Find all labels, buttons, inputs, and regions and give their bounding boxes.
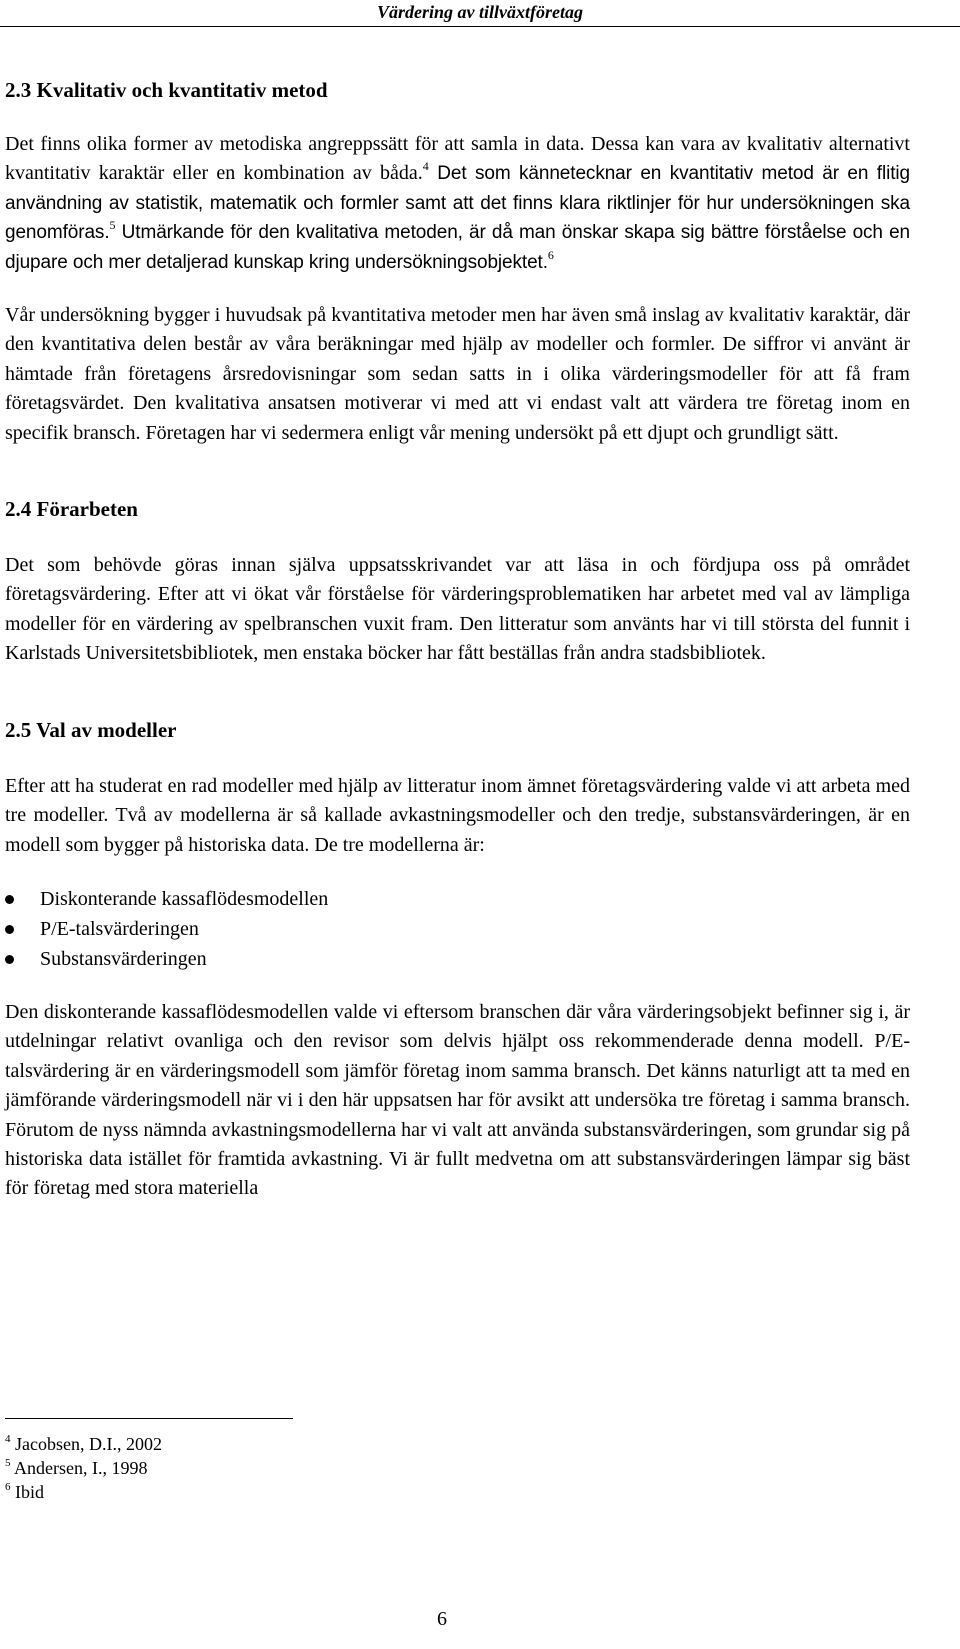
text-run: Det finns olika former av metodiska angreppssätt för att samla in data. Dessa kan vara av kvalitativ alternativt kvantitativ karaktär eller en kombination av båda. bbox=[5, 133, 910, 185]
footnote-number: 4 bbox=[5, 1433, 11, 1445]
footnote-ref-5[interactable]: 5 bbox=[109, 218, 116, 233]
footnote-text: Jacobsen, D.I., 2002 bbox=[15, 1434, 162, 1454]
list-item bbox=[5, 914, 910, 944]
list-item-label: Diskonterande kassaflödesmodellen bbox=[40, 887, 329, 910]
footnote-ref-6[interactable]: 6 bbox=[547, 247, 554, 262]
bullet-icon bbox=[5, 895, 14, 904]
section-heading-2-5: 2.5 Val av modeller bbox=[5, 717, 177, 742]
paragraph-methods-intro bbox=[5, 130, 910, 277]
page-body bbox=[5, 77, 910, 1204]
paragraph-model-choice: Efter att ha studerat en rad modeller med hjälp av litteratur inom ämnet företagsvärdering valde vi att arbeta med tre modeller. Två av modellerna är så kallade avkastningsmodeller och den tredje, substansvärderingen, är en modell som bygger på historiska data. De tre modellerna är: bbox=[5, 774, 910, 856]
paragraph-preliminary-work: Det som behövde göras innan själva uppsatsskrivandet var att läsa in och fördjupa oss på området företagsvärdering. Efter att vi ökat vår förståelse för värderingsproblematiken har arbetet med val av lämpliga modeller för en värdering av spelbranschen vuxit fram. Den litteratur som använts har vi till största del funnit i Karlstads Universitetsbibliotek, men enstaka böcker har fått beställas från andra stadsbibliotek. bbox=[5, 554, 910, 665]
header-rule bbox=[0, 26, 960, 27]
footnote-5 bbox=[5, 1456, 162, 1480]
footnote-text: Ibid bbox=[15, 1482, 44, 1502]
model-list bbox=[5, 884, 910, 974]
list-item bbox=[5, 944, 910, 974]
section-heading-2-4: 2.4 Förarbeten bbox=[5, 497, 138, 522]
bullet-icon bbox=[5, 925, 14, 934]
footnote-ref-4[interactable]: 4 bbox=[422, 159, 429, 174]
running-header: Värdering av tillväxtföretag bbox=[377, 2, 583, 22]
footnote-text: Andersen, I., 1998 bbox=[14, 1458, 148, 1478]
text-run: Utmärkande för den kvalitativa metoden, är då man önskar skapa sig bättre förståelse och en djupare och mer detaljerad kunskap kring undersökningsobjektet. bbox=[5, 222, 910, 273]
footnote-separator bbox=[5, 1418, 293, 1419]
list-item-label: P/E-talsvärderingen bbox=[40, 917, 199, 940]
footnote-number: 5 bbox=[5, 1457, 11, 1469]
list-item bbox=[5, 884, 910, 914]
section-heading-2-3: 2.3 Kvalitativ och kvantitativ metod bbox=[5, 78, 328, 102]
footnotes bbox=[5, 1432, 162, 1504]
page-number: 6 bbox=[437, 1608, 447, 1630]
bullet-icon bbox=[5, 955, 14, 964]
footnote-number: 6 bbox=[5, 1481, 11, 1493]
text-run: Det som kännetecknar en kvantitativ metod är en flitig användning av statistik, matematik och formler samt att det finns klara riktlinjer för hur undersökningen ska genomföras. bbox=[5, 163, 910, 244]
paragraph-model-rationale: Den diskonterande kassaflödesmodellen valde vi eftersom branschen där våra värderingsobjekt befinner sig i, är utdelningar relativt ovanliga och den revisor som delvis hjälpt oss rekommenderade denna modell. P/E-talsvärdering är en värderingsmodell som jämför företag inom samma bransch. Det känns naturligt att ta med en jämförande värderingsmodell när vi i den här uppsatsen har för avsikt att undersöka tre företag i samma bransch. Förutom de nyss nämnda avkastningsmodellerna har vi valt att använda substansvärderingen, som grundar sig på historiska data istället för framtida avkastning. Vi är fullt medvetna om att substansvärderingen lämpar sig bäst för företag med stora materiella bbox=[5, 1000, 910, 1200]
paragraph-our-study: Vår undersökning bygger i huvudsak på kvantitativa metoder men har även små inslag av kvalitativ karaktär, där den kvantitativa delen består av våra beräkningar med hjälp av modeller och formler. De siffror vi använt är hämtade från företagens årsredovisningar som sedan satts in i olika värderingsmodeller för att få fram företagsvärdet. Den kvalitativa ansatsen motiverar vi med att vi endast valt att värdera tre företag inom en specifik bransch. Företagen har vi sedermera enligt vår mening undersökt på ett djupt och grundligt sätt. bbox=[5, 304, 910, 444]
footnote-6 bbox=[5, 1480, 162, 1504]
footnote-4 bbox=[5, 1432, 162, 1456]
list-item-label: Substansvärderingen bbox=[40, 947, 207, 970]
